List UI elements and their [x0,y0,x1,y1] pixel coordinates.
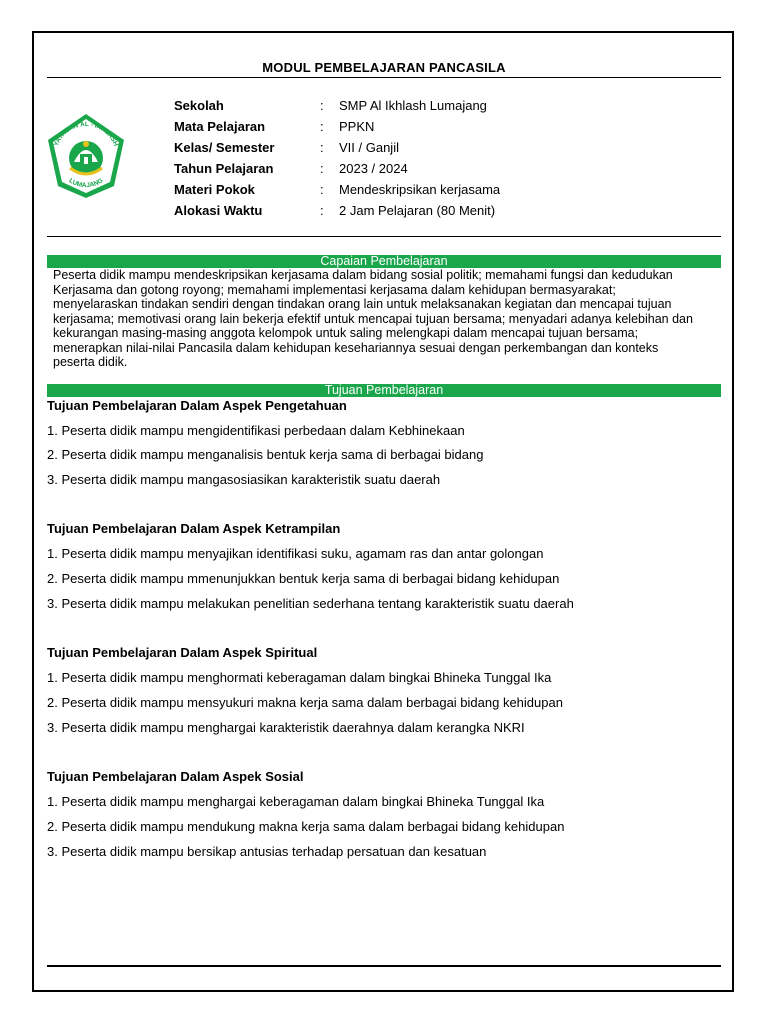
section-title-ketrampilan: Tujuan Pembelajaran Dalam Aspek Ketrampilan [47,521,341,536]
section-title-pengetahuan: Tujuan Pembelajaran Dalam Aspek Pengetahuan [47,398,347,413]
info-label: Alokasi Waktu [174,203,263,218]
info-colon: : [320,140,324,155]
info-value: VII / Ganjil [339,140,399,155]
info-colon: : [320,182,324,197]
objective-item: 2. Peserta didik mampu mendukung makna kerja sama dalam berbagai bidang kehidupan [47,819,565,834]
info-colon: : [320,203,324,218]
school-logo-icon [44,110,128,200]
objective-item: 3. Peserta didik mampu melakukan penelitian sederhana tentang karakteristik suatu daerah [47,596,574,611]
info-label: Sekolah [174,98,224,113]
capaian-line: kerjasama; memotivasi orang lain bekerja efektif untuk mencapai tujuan bersama; menyadari adanya kelebihan dan [53,311,693,326]
objective-item: 3. Peserta didik mampu menghargai karakteristik daerahnya dalam kerangka NKRI [47,720,525,735]
header-divider [47,236,721,237]
title-divider [47,77,721,78]
capaian-line: menerapkan nilai-nilai Pancasila dalam kehidupan kesehariannya sesuai dengan perkembangan dan konteks [53,340,659,355]
capaian-heading: Capaian Pembelajaran [47,255,721,268]
info-colon: : [320,98,324,113]
section-title-spiritual: Tujuan Pembelajaran Dalam Aspek Spiritual [47,645,318,660]
info-label: Materi Pokok [174,182,255,197]
capaian-line: Peserta didik mampu mendeskripsikan kerjasama dalam bidang sosial politik; memahami fungsi dan kedudukan [53,268,673,282]
info-colon: : [320,119,324,134]
capaian-line: Kerjasama dan gotong royong; memahami implementasi kerjasama dalam kehidupan bermasyarakat; [53,282,616,297]
objective-item: 2. Peserta didik mampu mmenunjukkan bentuk kerja sama di berbagai bidang kehidupan [47,571,560,586]
objective-item: 2. Peserta didik mampu menganalisis bentuk kerja sama di berbagai bidang [47,447,484,462]
objective-item: 1. Peserta didik mampu menghargai keberagaman dalam bingkai Bhineka Tunggal Ika [47,794,545,809]
info-value: 2023 / 2024 [339,161,408,176]
tujuan-heading: Tujuan Pembelajaran [47,384,721,397]
objective-item: 2. Peserta didik mampu mensyukuri makna kerja sama dalam berbagai bidang kehidupan [47,695,563,710]
info-value: PPKN [339,119,375,134]
capaian-line: kekurangan masing-masing anggota kelompok untuk saling melengkapi dalam mencapai tujuan bersama; [53,326,639,340]
info-value: 2 Jam Pelajaran (80 Menit) [339,203,496,218]
info-value: SMP Al Ikhlash Lumajang [339,98,487,113]
section-title-sosial: Tujuan Pembelajaran Dalam Aspek Sosial [47,769,304,784]
objective-item: 3. Peserta didik mampu mangasosiasikan karakteristik suatu daerah [47,472,441,487]
capaian-line: peserta didik. [53,355,128,369]
logo-text-top: YAYASAN AL - IKHLASH [52,120,120,148]
capaian-line: menyelaraskan tindakan sendiri dengan tindakan orang lain untuk melaksanakan kegiatan dan mencapai tujuan [53,297,672,311]
info-label: Mata Pelajaran [174,119,266,134]
info-label: Kelas/ Semester [174,140,275,155]
objective-item: 3. Peserta didik mampu bersikap antusias terhadap persatuan dan kesatuan [47,844,487,859]
logo-text-bottom: LUMAJANG [67,177,105,190]
objective-item: 1. Peserta didik mampu menghormati keberagaman dalam bingkai Bhineka Tunggal Ika [47,670,552,685]
page-title: MODUL PEMBELAJARAN PANCASILA [262,60,506,75]
info-colon: : [320,161,324,176]
footer-divider [47,965,721,967]
info-value: Mendeskripsikan kerjasama [339,182,501,197]
objective-item: 1. Peserta didik mampu menyajikan identifikasi suku, agamam ras dan antar golongan [47,546,544,561]
info-label: Tahun Pelajaran [174,161,274,176]
capaian-paragraph [53,268,721,370]
objective-item: 1. Peserta didik mampu mengidentifikasi perbedaan dalam Kebhinekaan [47,423,465,438]
